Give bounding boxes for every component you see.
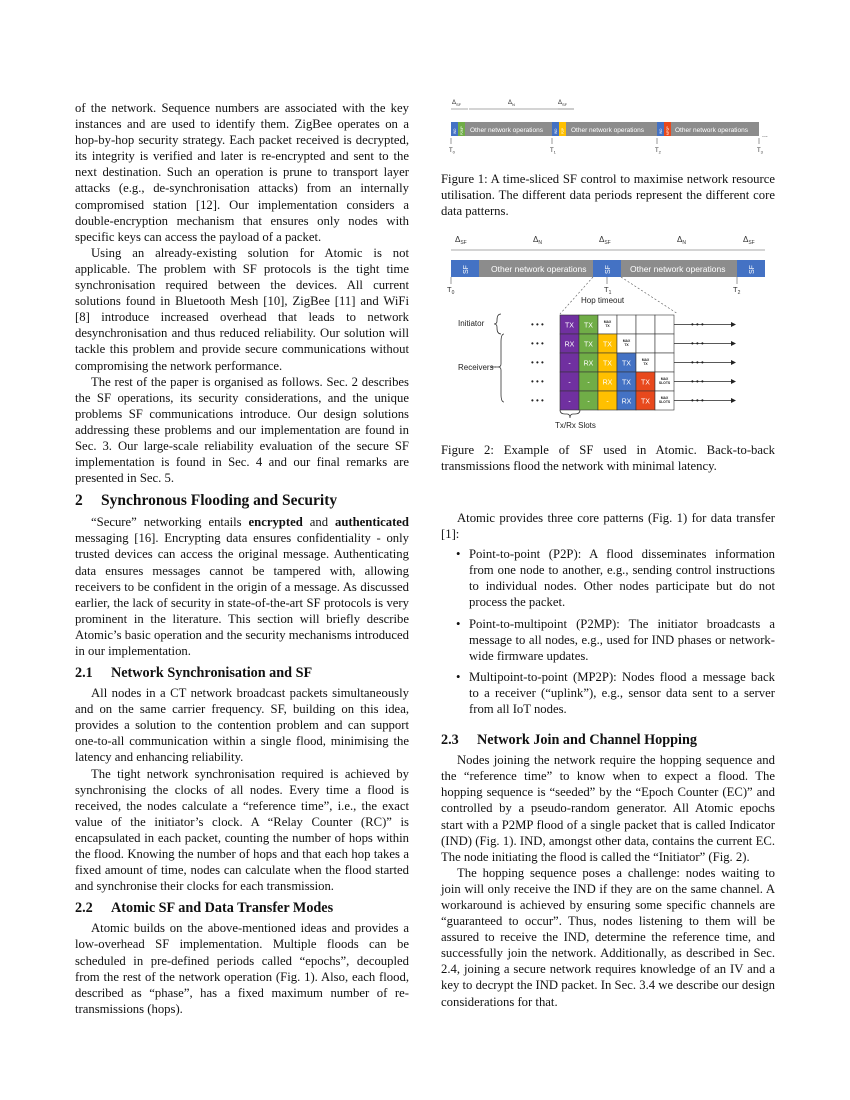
ellipsis-dots: • • • (691, 320, 704, 329)
slot-label: TX (584, 341, 593, 349)
phase-ind-label: IND (554, 128, 558, 134)
core-patterns-list (441, 546, 775, 717)
delta-sf-label: $\Delta_{SF}$ (558, 100, 568, 107)
bold-term-encrypted: encrypted (248, 515, 303, 530)
segment-label: Other network operations (491, 264, 587, 274)
paragraph-existing-solutions: Using an already-existing solution for Atomic is not applicable. The problem with SF protocols is the tight time synchronisation required between the devices. All current solutions found in Bluetooth Mesh [10], ZigBee [11] and WiFi [8] introduce increased overhead that leads to network desynchronisation and thus reduced reliability. Our solution will tackle this problem and provide secure communications without compromising the network performance. (75, 245, 409, 373)
time-label-t0: $T_0$ (449, 148, 455, 155)
initiator-label: Initiator (458, 319, 485, 328)
ellipsis-dots: • • • (691, 377, 704, 386)
time-label-t1: $T_1$ (604, 285, 612, 296)
section-number: 2 (75, 492, 83, 510)
section-title: Network Synchronisation and SF (111, 665, 313, 682)
slot-cell (655, 353, 674, 372)
section-2-2-heading (75, 899, 409, 917)
segment-label: Other network operations (630, 264, 726, 274)
list-item: • Point-to-multipoint (P2MP): The initiator broadcasts a message to all nodes, e.g., used for IND phases or network-wide firmware updates. (469, 616, 775, 664)
delta-n-label: $\Delta_N$ (508, 100, 515, 107)
slot-label: - (568, 398, 571, 406)
row-arrowhead (731, 360, 736, 365)
sf-label: SF (605, 265, 612, 274)
time-label-t3: $T_3$ (757, 148, 763, 155)
section-number: 2.2 (75, 900, 93, 917)
slot-label: TX (622, 360, 631, 368)
phase-p2p-label: P2P (561, 127, 565, 134)
paragraph-clock-sync: The tight network synchronisation required is achieved by synchronising the clocks of all nodes. Every time a flood is received, the nodes calculate a “reference time”, i.e., the exact value of the initiator’s clock. A “Relay Counter (RC)” is encapsulated in each packet, counting the number of hops within the flood. Knowing the number of hops and that each hop takes a fixed amount of time, nodes can calculate when the flood started and synchronise their clocks for each transmission. (75, 766, 409, 894)
right-column (441, 510, 775, 1010)
slot-label: - (568, 360, 571, 368)
phase-p2mp-label: P2MP (460, 126, 464, 135)
timeline-ellipsis: ... (762, 132, 768, 139)
slot-label: RX (564, 341, 575, 349)
time-label-t2: $T_2$ (733, 285, 741, 296)
segment-label: Other network operations (470, 127, 543, 134)
row-arrowhead (731, 341, 736, 346)
slot-max-label: MAX SLOTS (658, 377, 671, 385)
paragraph-ct-broadcast: All nodes in a CT network broadcast packets simultaneously and on the same carrier frequency. SF, building on this idea, provides a solution to the contention problem and can support one-to-all communication within a single flood, minimising the latency and enhancing reliability. (75, 686, 409, 765)
slot-cell (617, 315, 636, 334)
slot-max-label: MAX SLOTS (658, 396, 671, 404)
slot-label: TX (641, 398, 650, 406)
section-2-1-heading (75, 664, 409, 682)
paragraph-secure-networking (75, 514, 409, 659)
slot-label: TX (584, 322, 593, 330)
text-run: messaging [16]. Encrypting data ensures confidentiality - only trusted devices can access the original message. Authenticating data ensures messages cannot be tampered with, allowing receivers to be confident in the origin of a message. As discussed earlier, the lack of security in state-of-the-art SF protocols is very prominent in the literature. This section will briefly describe Atomic’s basic operation and the security mechanisms introduced in our implementation. (75, 531, 409, 658)
delta-sf-label: $\Delta_{SF}$ (743, 235, 755, 246)
delta-sf-label: $\Delta_{SF}$ (599, 235, 611, 246)
figure-2-caption: Figure 2: Example of SF used in Atomic. Back-to-back transmissions flood the network with minimal latency. (441, 443, 775, 474)
slot-cell (636, 334, 655, 353)
ellipsis-dots: • • • (531, 377, 544, 386)
bold-term-authenticated: authenticated (334, 515, 409, 530)
hop-timeout-label: Hop timeout (581, 296, 625, 305)
section-number: 2.1 (75, 665, 93, 682)
section-title: Network Join and Channel Hopping (477, 732, 697, 749)
phase-mp2p-label: MP2P (666, 126, 670, 135)
figure-2-diagram (441, 232, 781, 438)
slot-label: TX (565, 322, 574, 330)
time-label-t2: $T_2$ (655, 148, 661, 155)
left-column (75, 100, 409, 1017)
ellipsis-dots: • • • (691, 339, 704, 348)
slot-label: TX (603, 360, 612, 368)
slot-cell (655, 334, 674, 353)
time-label-t0: $T_0$ (447, 285, 455, 296)
slot-max-label: MAX TX (603, 320, 612, 328)
paragraph-paper-organisation: The rest of the paper is organised as follows. Sec. 2 describes the SF operations, its security considerations, and the unique problems SF communications introduce. Our design solutions addressing these problems and our implementation are found in Sec. 3. Our large-scale reliability evaluation of the secure SF implementation is found in Sec. 4 and our final remarks are presented in Sec. 5. (75, 374, 409, 486)
ellipsis-dots: • • • (531, 320, 544, 329)
ellipsis-dots: • • • (531, 396, 544, 405)
slot-label: RX (621, 398, 632, 406)
paragraph-intro-continued: of the network. Sequence numbers are associated with the key instances and are used to identify them. ZigBee operates on a hop-by-hop security strategy. Each packet received is decrypted, its integrity is verified and later is re-encrypted and sent to the next destination. Such an operation is prune to transport layer attacks (e.g., de-synchronisation attacks) from an internally compromised station [12]. Our implementation considers a double-encryption mechanism that ensures only nodes with specific keys can access the payload of a packet. (75, 101, 409, 244)
delta-sf-label: $\Delta_{SF}$ (452, 100, 462, 107)
slot-label: TX (622, 379, 631, 387)
tx-rx-slots-label: Tx/Rx Slots (555, 421, 596, 430)
ellipsis-dots: • • • (531, 358, 544, 367)
section-title: Atomic SF and Data Transfer Modes (111, 900, 334, 917)
slot-label: RX (602, 379, 613, 387)
slot-label: - (587, 398, 590, 406)
list-item: • Point-to-point (P2P): A flood disseminates information from one node to another, e.g., sending control instructions to individual nodes. Other nodes participate but do not process the packet. (469, 546, 775, 610)
time-label-t1: $T_1$ (550, 148, 556, 155)
list-item: • Multipoint-to-point (MP2P): Nodes flood a message back to a receiver (“uplink”), e.g., sensor data sent to a server from all IoT nodes. (469, 669, 775, 717)
text-run: “Secure” networking entails (91, 515, 249, 530)
delta-sf-label: $\Delta_{SF}$ (455, 235, 467, 246)
delta-n-label: $\Delta_N$ (533, 235, 542, 246)
section-2-3-heading (441, 731, 775, 749)
slot-label: RX (583, 360, 594, 368)
ellipsis-dots: • • • (691, 396, 704, 405)
text-run: and (302, 515, 335, 530)
ellipsis-dots: • • • (691, 358, 704, 367)
slot-cell (636, 315, 655, 334)
slot-max-label: MAX TX (641, 358, 650, 366)
ellipsis-dots: • • • (531, 339, 544, 348)
section-title: Synchronous Flooding and Security (101, 492, 338, 510)
slot-label: - (568, 379, 571, 387)
paragraph-core-patterns: Atomic provides three core patterns (Fig. 1) for data transfer [1]: (441, 511, 775, 542)
section-2-heading (75, 491, 409, 510)
delta-n-label: $\Delta_N$ (677, 235, 686, 246)
paragraph-hopping-challenge: The hopping sequence poses a challenge: nodes waiting to join will only receive the IND if they are on the same channel. A workaround is achieved by ensuring some specific channels are “guaranteed to occur”. Thus, nodes listening to them will be assured to receive the IND, determine the reference time, and successfully join the network. Additionally, as described in Sec. 2.4, joining a secure network requires knowledge of an IV and a key to decrypt the IND packet. In Sec. 3.4 we describe our design considerations for that. (441, 865, 775, 1009)
row-arrowhead (731, 379, 736, 384)
slot-cell (655, 315, 674, 334)
sf-label: SF (749, 265, 756, 274)
slot-label: TX (641, 379, 650, 387)
slot-label: TX (603, 341, 612, 349)
slot-label: - (606, 398, 609, 406)
paragraph-atomic-sf: Atomic builds on the above-mentioned ideas and provides a low-overhead SF implementation. Multiple floods can be scheduled in pre-defined periods called “epochs”, decoupled from the rest of the network operation (Fig. 1). Also, each flood, described as “phase”, has a fixed maximum number of re-transmissions (hops). (75, 921, 409, 1016)
phase-ind-label: IND (453, 128, 457, 134)
row-arrowhead (731, 322, 736, 327)
phase-ind-label: IND (659, 128, 663, 134)
receivers-label: Receivers (458, 363, 494, 372)
paragraph-network-join: Nodes joining the network require the hopping sequence and the “reference time” to know when to expect a flood. The hopping sequence is “seeded” by the “Epoch Counter (EC)” and controlled by a pseudo-random generator. All Atomic epochs start with a P2MP flood of a single packet that is called Indicator (IND) (Fig. 1). IND, amongst other data, contains the current EC. The node initiating the flood is called the “Initiator” (Fig. 2). (441, 753, 775, 864)
row-arrowhead (731, 398, 736, 403)
figure-1-diagram (441, 96, 781, 162)
segment-label: Other network operations (675, 127, 748, 134)
slot-max-label: MAX TX (622, 339, 631, 347)
section-number: 2.3 (441, 732, 459, 749)
segment-label: Other network operations (571, 127, 644, 134)
slot-label: - (587, 379, 590, 387)
figure-1-caption: Figure 1: A time-sliced SF control to maximise network resource utilisation. The different data periods represent the different core data patterns. (441, 172, 775, 219)
sf-label: SF (463, 265, 470, 274)
